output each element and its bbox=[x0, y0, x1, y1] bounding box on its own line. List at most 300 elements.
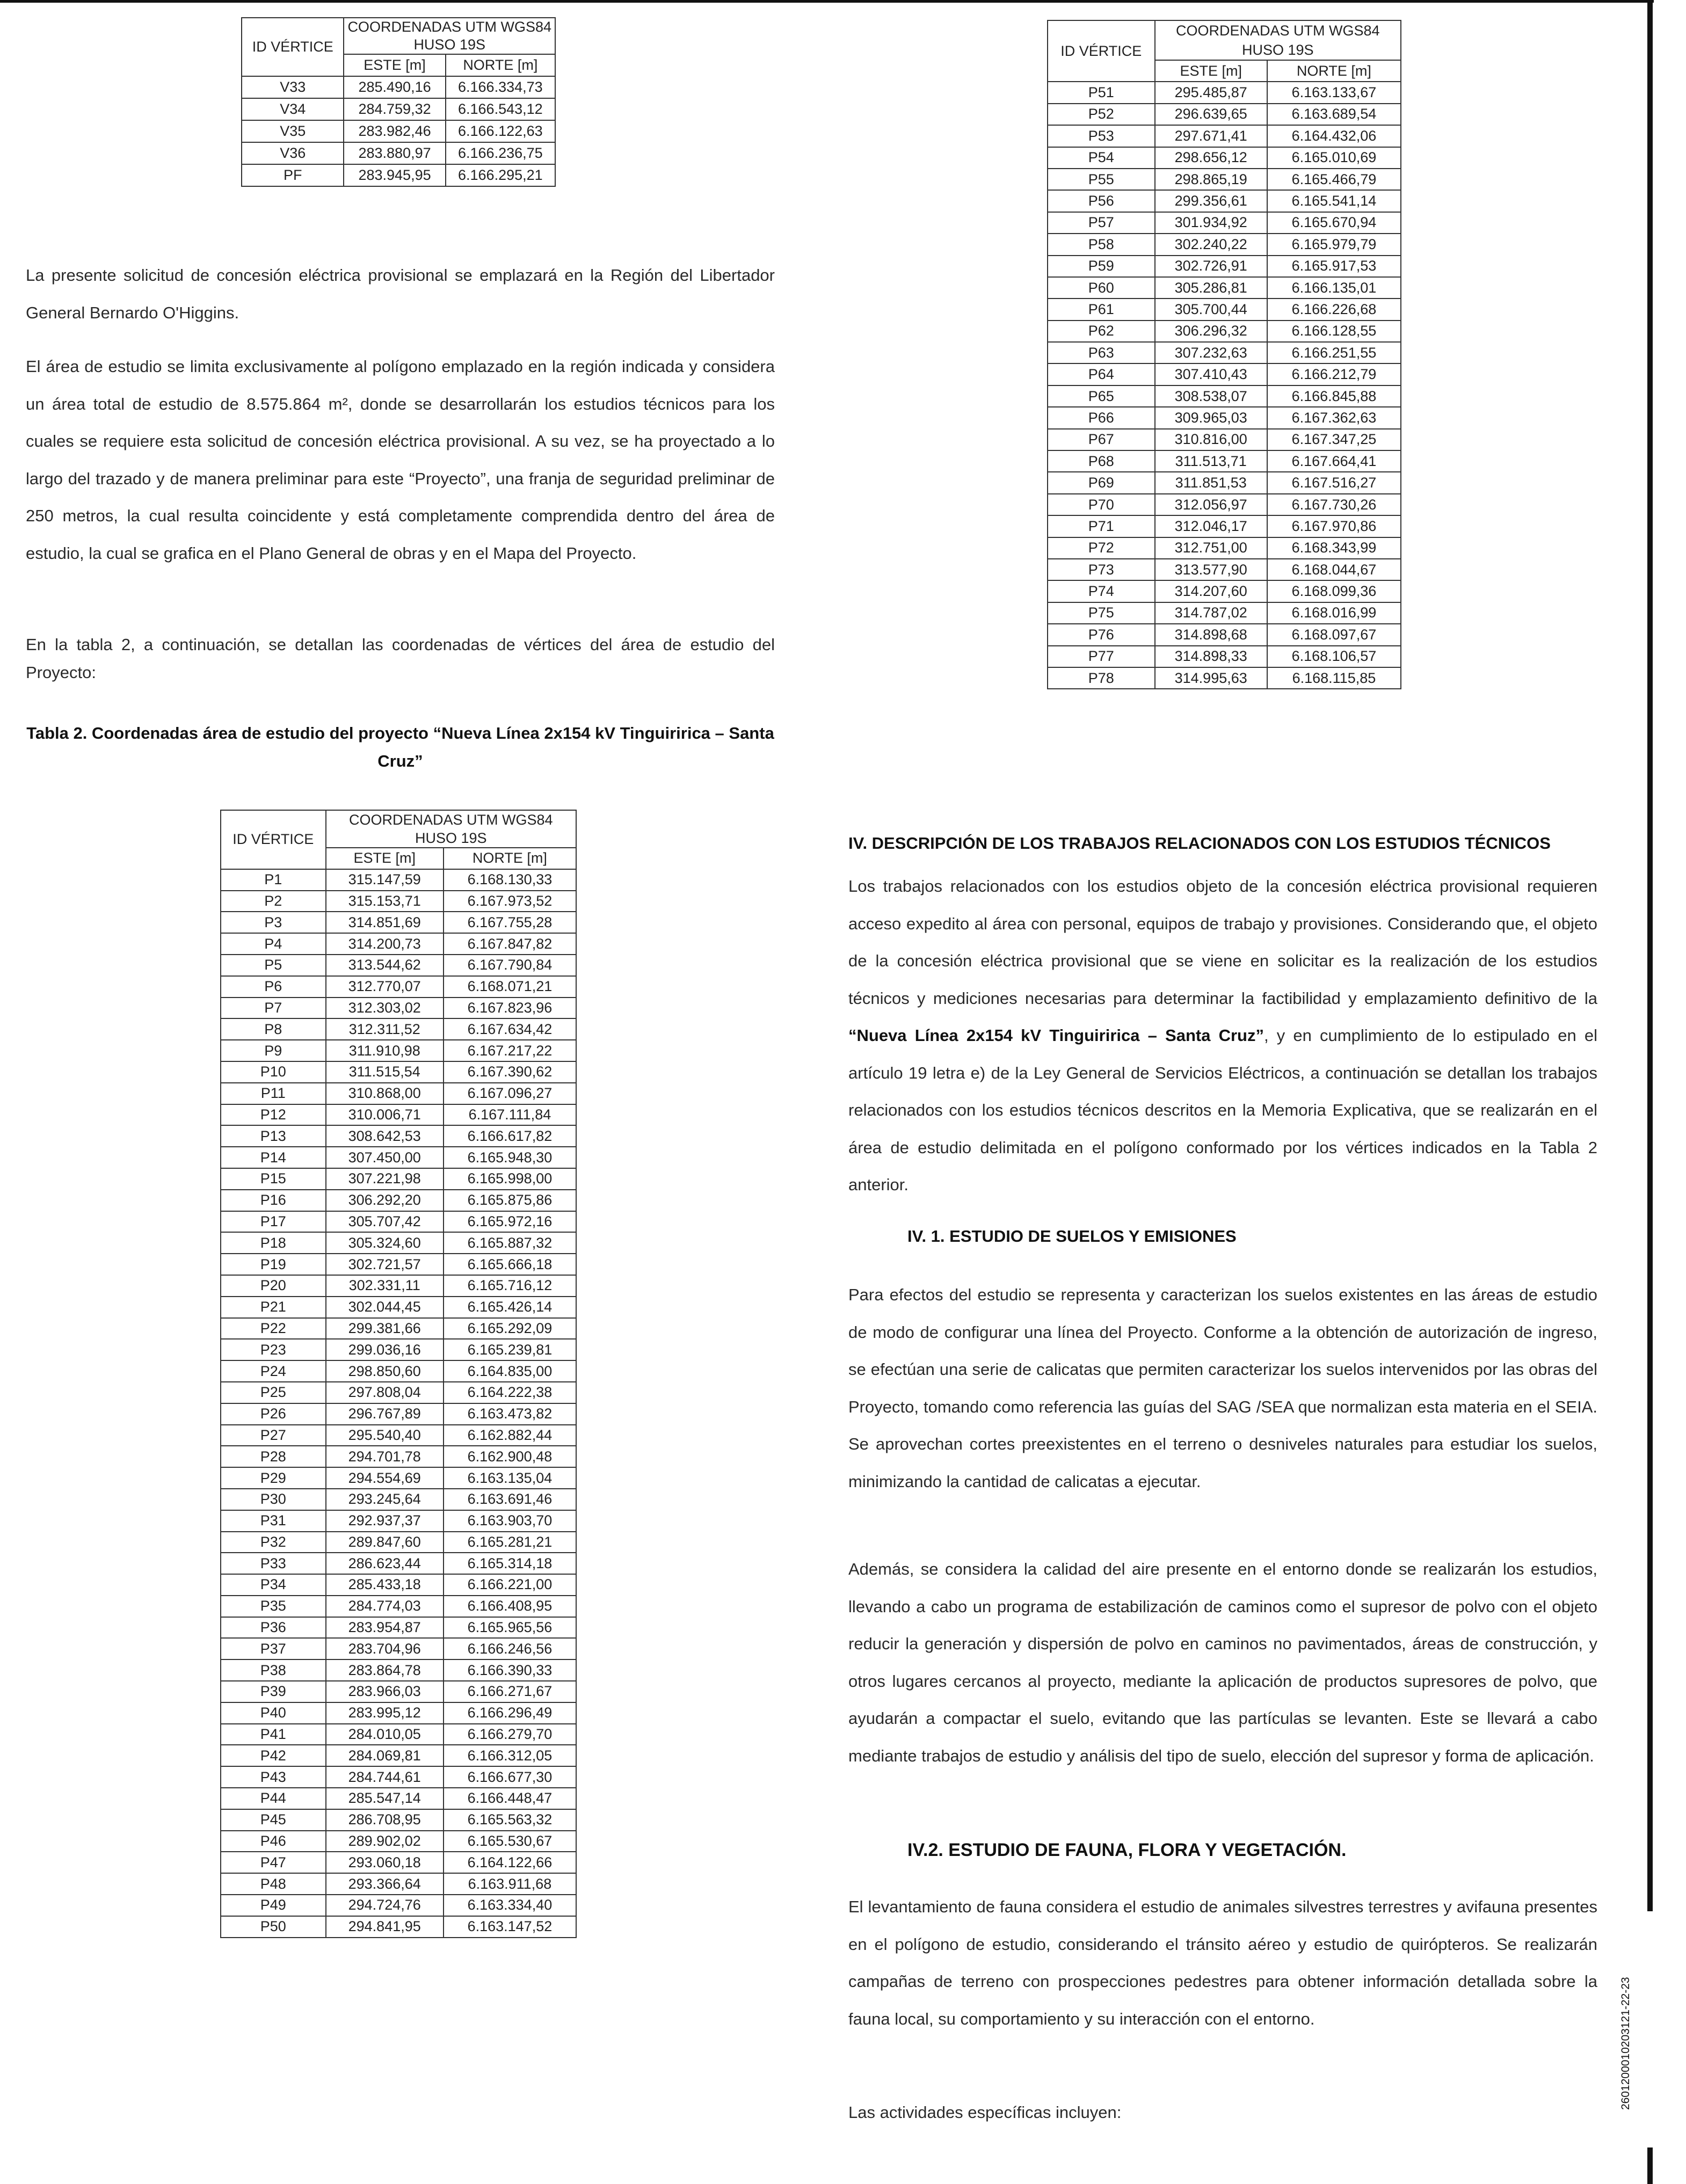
cell-este: 299.381,66 bbox=[326, 1318, 444, 1339]
cell-id: P63 bbox=[1048, 342, 1155, 363]
table-row bbox=[221, 869, 576, 891]
cell-norte: 6.162.882,44 bbox=[444, 1425, 576, 1446]
cell-norte: 6.166.251,55 bbox=[1267, 342, 1401, 363]
cell-norte: 6.164.835,00 bbox=[444, 1360, 576, 1382]
cell-norte: 6.165.541,14 bbox=[1267, 190, 1401, 212]
table-row bbox=[1048, 450, 1401, 472]
cell-norte: 6.166.295,21 bbox=[446, 164, 555, 186]
cell-norte: 6.168.343,99 bbox=[1267, 537, 1401, 559]
table-row bbox=[242, 120, 555, 142]
cell-norte: 6.168.016,99 bbox=[1267, 602, 1401, 624]
cell-este: 314.200,73 bbox=[326, 933, 444, 955]
header-norte: NORTE [m] bbox=[1267, 60, 1401, 82]
cell-id: P65 bbox=[1048, 385, 1155, 407]
table-row bbox=[1048, 277, 1401, 299]
cell-norte: 6.166.135,01 bbox=[1267, 277, 1401, 299]
cell-norte: 6.165.972,16 bbox=[444, 1211, 576, 1233]
table-row bbox=[221, 1232, 576, 1254]
cell-norte: 6.165.563,32 bbox=[444, 1809, 576, 1831]
cell-este: 285.433,18 bbox=[326, 1574, 444, 1596]
cell-id: P26 bbox=[221, 1403, 326, 1425]
cell-id: P16 bbox=[221, 1190, 326, 1211]
table-row bbox=[221, 955, 576, 976]
table-row bbox=[221, 1873, 576, 1895]
cell-id: P29 bbox=[221, 1467, 326, 1489]
table-row bbox=[1048, 515, 1401, 537]
cell-id: P46 bbox=[221, 1831, 326, 1852]
cell-id: P56 bbox=[1048, 190, 1155, 212]
cell-id: P24 bbox=[221, 1360, 326, 1382]
header-id: ID VÉRTICE bbox=[242, 18, 344, 76]
cell-norte: 6.165.530,67 bbox=[444, 1831, 576, 1852]
cell-id: P54 bbox=[1048, 147, 1155, 169]
cell-id: P77 bbox=[1048, 646, 1155, 667]
table-row bbox=[221, 1617, 576, 1639]
cell-este: 283.880,97 bbox=[344, 142, 445, 164]
cell-norte: 6.166.226,68 bbox=[1267, 299, 1401, 320]
cell-este: 294.724,76 bbox=[326, 1895, 444, 1916]
cell-este: 307.450,00 bbox=[326, 1147, 444, 1168]
table-row bbox=[1048, 169, 1401, 190]
cell-norte: 6.163.334,40 bbox=[444, 1895, 576, 1916]
project-name-bold: “Nueva Línea 2x154 kV Tinguiririca – Santa Cruz” bbox=[848, 1026, 1264, 1045]
section-heading-iv: IV. DESCRIPCIÓN DE LOS TRABAJOS RELACIONADOS CON LOS ESTUDIOS TÉCNICOS bbox=[848, 834, 1551, 853]
table-row bbox=[221, 1061, 576, 1083]
cell-id: P43 bbox=[221, 1766, 326, 1788]
cell-norte: 6.165.875,86 bbox=[444, 1190, 576, 1211]
cell-norte: 6.168.044,67 bbox=[1267, 559, 1401, 580]
section-heading-iv1: IV. 1. ESTUDIO DE SUELOS Y EMISIONES bbox=[907, 1227, 1237, 1246]
header-norte: NORTE [m] bbox=[446, 54, 555, 76]
cell-id: P37 bbox=[221, 1638, 326, 1659]
cell-norte: 6.166.543,12 bbox=[446, 98, 555, 120]
cell-norte: 6.166.122,63 bbox=[446, 120, 555, 142]
cell-este: 293.366,64 bbox=[326, 1873, 444, 1895]
cell-id: P23 bbox=[221, 1339, 326, 1360]
cell-norte: 6.168.071,21 bbox=[444, 976, 576, 998]
cell-este: 312.311,52 bbox=[326, 1018, 444, 1040]
cell-este: 314.898,68 bbox=[1155, 624, 1267, 645]
cell-este: 297.808,04 bbox=[326, 1382, 444, 1403]
cell-este: 312.770,07 bbox=[326, 976, 444, 998]
right-margin-rule bbox=[1647, 0, 1653, 1911]
cell-este: 284.759,32 bbox=[344, 98, 445, 120]
cell-este: 306.296,32 bbox=[1155, 321, 1267, 342]
table-row bbox=[1048, 342, 1401, 363]
cell-norte: 6.166.236,75 bbox=[446, 142, 555, 164]
cell-este: 313.577,90 bbox=[1155, 559, 1267, 580]
cell-norte: 6.165.466,79 bbox=[1267, 169, 1401, 190]
table-row bbox=[221, 1018, 576, 1040]
cell-norte: 6.166.448,47 bbox=[444, 1788, 576, 1809]
cell-norte: 6.168.130,33 bbox=[444, 869, 576, 891]
table-row bbox=[221, 1895, 576, 1916]
cell-este: 302.240,22 bbox=[1155, 234, 1267, 255]
table-row bbox=[221, 912, 576, 933]
cell-id: P66 bbox=[1048, 407, 1155, 428]
table-row bbox=[1048, 256, 1401, 277]
table-row bbox=[1048, 472, 1401, 493]
table-row bbox=[221, 1425, 576, 1446]
cell-id: P78 bbox=[1048, 667, 1155, 689]
header-group: COORDENADAS UTM WGS84 HUSO 19S bbox=[326, 810, 576, 848]
cell-id: P68 bbox=[1048, 450, 1155, 472]
cell-este: 313.544,62 bbox=[326, 955, 444, 976]
cell-este: 294.554,69 bbox=[326, 1467, 444, 1489]
cell-id: P73 bbox=[1048, 559, 1155, 580]
table-row bbox=[221, 1596, 576, 1617]
table-row bbox=[221, 1553, 576, 1574]
cell-id: P41 bbox=[221, 1724, 326, 1745]
cell-este: 296.767,89 bbox=[326, 1403, 444, 1425]
side-code-box bbox=[1616, 1954, 1638, 2115]
table-row bbox=[1048, 125, 1401, 147]
table-row bbox=[221, 1510, 576, 1532]
cell-id: P59 bbox=[1048, 256, 1155, 277]
cell-este: 314.898,33 bbox=[1155, 646, 1267, 667]
cell-id: P49 bbox=[221, 1895, 326, 1916]
cell-norte: 6.167.730,26 bbox=[1267, 494, 1401, 515]
cell-id: P76 bbox=[1048, 624, 1155, 645]
cell-este: 311.851,53 bbox=[1155, 472, 1267, 493]
cell-este: 294.841,95 bbox=[326, 1916, 444, 1938]
header-id: ID VÉRTICE bbox=[221, 810, 326, 869]
table-row bbox=[1048, 602, 1401, 624]
cell-id: P1 bbox=[221, 869, 326, 891]
table-row bbox=[242, 98, 555, 120]
cell-id: P19 bbox=[221, 1254, 326, 1275]
cell-id: P38 bbox=[221, 1659, 326, 1681]
cell-id: V33 bbox=[242, 76, 344, 98]
table-row bbox=[221, 1702, 576, 1724]
cell-norte: 6.165.281,21 bbox=[444, 1532, 576, 1553]
cell-norte: 6.163.135,04 bbox=[444, 1467, 576, 1489]
cell-id: P10 bbox=[221, 1061, 326, 1083]
table-row bbox=[221, 1766, 576, 1788]
table-row bbox=[221, 1446, 576, 1467]
cell-norte: 6.168.099,36 bbox=[1267, 580, 1401, 602]
table-row bbox=[1048, 212, 1401, 234]
cell-id: P22 bbox=[221, 1318, 326, 1339]
cell-este: 307.221,98 bbox=[326, 1168, 444, 1190]
cell-norte: 6.164.222,38 bbox=[444, 1382, 576, 1403]
table-row bbox=[1048, 82, 1401, 103]
table-row bbox=[1048, 299, 1401, 320]
cell-este: 312.303,02 bbox=[326, 998, 444, 1019]
cell-norte: 6.167.973,52 bbox=[444, 891, 576, 912]
table-row bbox=[221, 1104, 576, 1126]
table-row bbox=[242, 142, 555, 164]
cell-id: P39 bbox=[221, 1681, 326, 1702]
cell-norte: 6.166.845,88 bbox=[1267, 385, 1401, 407]
cell-norte: 6.167.217,22 bbox=[444, 1040, 576, 1061]
cell-id: P45 bbox=[221, 1809, 326, 1831]
table-row bbox=[1048, 407, 1401, 428]
coordinates-table-right bbox=[1047, 20, 1401, 689]
cell-norte: 6.168.106,57 bbox=[1267, 646, 1401, 667]
cell-id: P13 bbox=[221, 1125, 326, 1147]
cell-norte: 6.163.691,46 bbox=[444, 1489, 576, 1510]
cell-id: P17 bbox=[221, 1211, 326, 1233]
table-row bbox=[221, 1745, 576, 1766]
cell-este: 283.945,95 bbox=[344, 164, 445, 186]
cell-norte: 6.166.312,05 bbox=[444, 1745, 576, 1766]
cell-id: P30 bbox=[221, 1489, 326, 1510]
cell-este: 285.490,16 bbox=[344, 76, 445, 98]
cell-este: 308.642,53 bbox=[326, 1125, 444, 1147]
cell-este: 311.910,98 bbox=[326, 1040, 444, 1061]
cell-este: 314.995,63 bbox=[1155, 667, 1267, 689]
cell-este: 284.774,03 bbox=[326, 1596, 444, 1617]
table-row bbox=[1048, 537, 1401, 559]
section-heading-iv2: IV.2. ESTUDIO DE FAUNA, FLORA Y VEGETACIÓN. bbox=[907, 1840, 1347, 1860]
cell-este: 299.356,61 bbox=[1155, 190, 1267, 212]
cell-este: 283.704,96 bbox=[326, 1638, 444, 1659]
cell-id: P36 bbox=[221, 1617, 326, 1639]
coordinates-table-left bbox=[220, 810, 577, 1938]
cell-este: 314.207,60 bbox=[1155, 580, 1267, 602]
cell-norte: 6.165.292,09 bbox=[444, 1318, 576, 1339]
cell-norte: 6.166.334,73 bbox=[446, 76, 555, 98]
cell-norte: 6.166.390,33 bbox=[444, 1659, 576, 1681]
table-row bbox=[221, 1788, 576, 1809]
table-row bbox=[1048, 385, 1401, 407]
cell-este: 310.816,00 bbox=[1155, 429, 1267, 450]
cell-id: P67 bbox=[1048, 429, 1155, 450]
cell-id: P51 bbox=[1048, 82, 1155, 103]
cell-norte: 6.167.790,84 bbox=[444, 955, 576, 976]
paragraph-air-quality: Además, se considera la calidad del aire presente en el entorno donde se realizarán los estudios, llevando a cabo un programa de estabilización de caminos como el supresor de polvo con el objeto reducir la generación y dispersión de polvo en caminos no pavimentados, áreas de construcción, y otros lugares cercanos al proyecto, mediante la aplicación de productos supresores de polvo, que ayudarán a compactar el suelo, evitando que las partículas se levanten. Este se llevará a cabo mediante trabajos de estudio y análisis del tipo de suelo, elección del supresor y forma de aplicación. bbox=[848, 1560, 1597, 1765]
table-row bbox=[1048, 363, 1401, 385]
table-row bbox=[221, 1382, 576, 1403]
cell-norte: 6.167.664,41 bbox=[1267, 450, 1401, 472]
cell-id: P64 bbox=[1048, 363, 1155, 385]
cell-norte: 6.165.998,00 bbox=[444, 1168, 576, 1190]
cell-id: P6 bbox=[221, 976, 326, 998]
cell-este: 298.656,12 bbox=[1155, 147, 1267, 169]
cell-id: PF bbox=[242, 164, 344, 186]
header-group: COORDENADAS UTM WGS84 HUSO 19S bbox=[344, 18, 555, 54]
cell-id: P55 bbox=[1048, 169, 1155, 190]
side-document-code: 2601200010203121-22-23 bbox=[1619, 1977, 1632, 2110]
header-group: COORDENADAS UTM WGS84 HUSO 19S bbox=[1155, 20, 1401, 60]
cell-id: P21 bbox=[221, 1297, 326, 1318]
cell-norte: 6.163.911,68 bbox=[444, 1873, 576, 1895]
cell-este: 310.006,71 bbox=[326, 1104, 444, 1126]
table-row bbox=[1048, 580, 1401, 602]
cell-este: 307.232,63 bbox=[1155, 342, 1267, 363]
table-row bbox=[221, 1339, 576, 1360]
cell-norte: 6.166.296,49 bbox=[444, 1702, 576, 1724]
cell-este: 315.153,71 bbox=[326, 891, 444, 912]
cell-norte: 6.165.948,30 bbox=[444, 1147, 576, 1168]
cell-este: 305.700,44 bbox=[1155, 299, 1267, 320]
table-row bbox=[221, 1254, 576, 1275]
cell-este: 296.639,65 bbox=[1155, 104, 1267, 125]
cell-norte: 6.167.362,63 bbox=[1267, 407, 1401, 428]
cell-este: 307.410,43 bbox=[1155, 363, 1267, 385]
cell-este: 297.671,41 bbox=[1155, 125, 1267, 147]
cell-norte: 6.166.279,70 bbox=[444, 1724, 576, 1745]
cell-norte: 6.166.246,56 bbox=[444, 1638, 576, 1659]
table-row bbox=[221, 1831, 576, 1852]
cell-id: P33 bbox=[221, 1553, 326, 1574]
right-margin-rule-bottom bbox=[1647, 2147, 1653, 2184]
cell-id: V34 bbox=[242, 98, 344, 120]
cell-id: P11 bbox=[221, 1083, 326, 1104]
cell-este: 298.850,60 bbox=[326, 1360, 444, 1382]
cell-este: 314.787,02 bbox=[1155, 602, 1267, 624]
cell-id: P70 bbox=[1048, 494, 1155, 515]
table-row bbox=[221, 891, 576, 912]
cell-este: 283.864,78 bbox=[326, 1659, 444, 1681]
cell-este: 301.934,92 bbox=[1155, 212, 1267, 234]
header-id: ID VÉRTICE bbox=[1048, 20, 1155, 82]
cell-este: 302.044,45 bbox=[326, 1297, 444, 1318]
cell-norte: 6.166.212,79 bbox=[1267, 363, 1401, 385]
paragraph-iv-part-b: , y en cumplimiento de lo estipulado en el artículo 19 letra e) de la Ley General de Servicios Eléctricos, a continuación se detallan los trabajos relacionados con los estudios técnicos descritos en la Memoria Explicativa, que se realizarán en el área de estudio delimitada en el polígono conformado por los vértices indicados en la Tabla 2 anterior. bbox=[848, 1026, 1597, 1194]
cell-este: 305.286,81 bbox=[1155, 277, 1267, 299]
cell-id: P3 bbox=[221, 912, 326, 933]
table-row bbox=[221, 1318, 576, 1339]
header-norte: NORTE [m] bbox=[444, 848, 576, 869]
table-row bbox=[1048, 494, 1401, 515]
cell-id: P74 bbox=[1048, 580, 1155, 602]
table-row bbox=[221, 1916, 576, 1938]
table-row bbox=[221, 1211, 576, 1233]
table-row bbox=[221, 1532, 576, 1553]
table-row bbox=[1048, 429, 1401, 450]
paragraph-iv-part-a: Los trabajos relacionados con los estudios objeto de la concesión eléctrica provisional requieren acceso expedito al área con personal, equipos de trabajo y provisiones. Considerando que, el objeto de la concesión eléctrica provisional que se viene en solicitar es la realización de los estudios técnicos y mediciones necesarias para determinar la factibilidad y emplazamiento definitivo de la bbox=[848, 877, 1597, 1008]
cell-id: P32 bbox=[221, 1532, 326, 1553]
paragraph-region: La presente solicitud de concesión eléctrica provisional se emplazará en la Región del Libertador General Bernardo O'Higgins. bbox=[26, 266, 775, 322]
table-row bbox=[221, 1574, 576, 1596]
cell-este: 283.966,03 bbox=[326, 1681, 444, 1702]
cell-id: P12 bbox=[221, 1104, 326, 1126]
cell-norte: 6.164.432,06 bbox=[1267, 125, 1401, 147]
cell-id: P14 bbox=[221, 1147, 326, 1168]
cell-norte: 6.165.979,79 bbox=[1267, 234, 1401, 255]
header-este: ESTE [m] bbox=[344, 54, 445, 76]
table-row bbox=[1048, 559, 1401, 580]
cell-id: P31 bbox=[221, 1510, 326, 1532]
cell-id: V35 bbox=[242, 120, 344, 142]
cell-este: 298.865,19 bbox=[1155, 169, 1267, 190]
header-este: ESTE [m] bbox=[1155, 60, 1267, 82]
cell-norte: 6.165.666,18 bbox=[444, 1254, 576, 1275]
cell-este: 311.513,71 bbox=[1155, 450, 1267, 472]
cell-id: P9 bbox=[221, 1040, 326, 1061]
table-row bbox=[221, 1275, 576, 1297]
cell-este: 302.726,91 bbox=[1155, 256, 1267, 277]
table-row bbox=[1048, 104, 1401, 125]
table-row bbox=[221, 933, 576, 955]
cell-este: 312.046,17 bbox=[1155, 515, 1267, 537]
cell-este: 285.547,14 bbox=[326, 1788, 444, 1809]
paragraph-fauna: El levantamiento de fauna considera el estudio de animales silvestres terrestres y avifauna presentes en el polígono de estudio, considerando el tránsito aéreo y estudio de quirópteros. Se realizarán campañas de terreno con prospecciones pedestres para obtener información detallada sobre la fauna local, su comportamiento y su interacción con el entorno. bbox=[848, 1897, 1597, 2028]
cell-id: P60 bbox=[1048, 277, 1155, 299]
cell-id: P42 bbox=[221, 1745, 326, 1766]
cell-id: P35 bbox=[221, 1596, 326, 1617]
cell-id: P25 bbox=[221, 1382, 326, 1403]
cell-id: P72 bbox=[1048, 537, 1155, 559]
cell-id: P71 bbox=[1048, 515, 1155, 537]
table-row bbox=[242, 76, 555, 98]
table-row bbox=[221, 1467, 576, 1489]
cell-id: P48 bbox=[221, 1873, 326, 1895]
cell-este: 283.954,87 bbox=[326, 1617, 444, 1639]
cell-id: P34 bbox=[221, 1574, 326, 1596]
table-row bbox=[221, 1083, 576, 1104]
cell-norte: 6.168.097,67 bbox=[1267, 624, 1401, 645]
cell-este: 302.721,57 bbox=[326, 1254, 444, 1275]
cell-norte: 6.167.516,27 bbox=[1267, 472, 1401, 493]
cell-norte: 6.166.617,82 bbox=[444, 1125, 576, 1147]
cell-norte: 6.163.147,52 bbox=[444, 1916, 576, 1938]
table-row bbox=[221, 1638, 576, 1659]
cell-este: 283.995,12 bbox=[326, 1702, 444, 1724]
cell-este: 315.147,59 bbox=[326, 869, 444, 891]
cell-norte: 6.167.847,82 bbox=[444, 933, 576, 955]
cell-norte: 6.166.408,95 bbox=[444, 1596, 576, 1617]
cell-id: P62 bbox=[1048, 321, 1155, 342]
cell-norte: 6.167.096,27 bbox=[444, 1083, 576, 1104]
table-row bbox=[221, 1403, 576, 1425]
cell-id: P52 bbox=[1048, 104, 1155, 125]
cell-id: V36 bbox=[242, 142, 344, 164]
table-caption: Tabla 2. Coordenadas área de estudio del proyecto “Nueva Línea 2x154 kV Tinguiririca – Santa Cruz” bbox=[26, 724, 774, 770]
cell-norte: 6.163.903,70 bbox=[444, 1510, 576, 1532]
cell-norte: 6.166.128,55 bbox=[1267, 321, 1401, 342]
table-row bbox=[221, 1297, 576, 1318]
cell-norte: 6.166.677,30 bbox=[444, 1766, 576, 1788]
cell-este: 295.485,87 bbox=[1155, 82, 1267, 103]
cell-este: 302.331,11 bbox=[326, 1275, 444, 1297]
cell-id: P57 bbox=[1048, 212, 1155, 234]
cell-norte: 6.167.823,96 bbox=[444, 998, 576, 1019]
paragraph-study-area: El área de estudio se limita exclusivamente al polígono emplazado en la región indicada y considera un área total de estudio de 8.575.864 m², donde se desarrollarán los estudios técnicos para los cuales se requiere esta solicitud de concesión eléctrica provisional. A su vez, se ha proyectado a lo largo del trazado y de manera preliminar para este “Proyecto”, una franja de seguridad preliminar de 250 metros, la cual resulta coincidente y está completamente comprendida dentro del área de estudio, la cual se grafica en el Plano General de obras y en el Mapa del Proyecto. bbox=[26, 357, 775, 563]
cell-id: P58 bbox=[1048, 234, 1155, 255]
cell-este: 286.708,95 bbox=[326, 1809, 444, 1831]
cell-norte: 6.163.133,67 bbox=[1267, 82, 1401, 103]
cell-norte: 6.165.239,81 bbox=[444, 1339, 576, 1360]
cell-este: 283.982,46 bbox=[344, 120, 445, 142]
table-row bbox=[221, 998, 576, 1019]
cell-norte: 6.165.010,69 bbox=[1267, 147, 1401, 169]
cell-este: 314.851,69 bbox=[326, 912, 444, 933]
table-row bbox=[221, 1360, 576, 1382]
cell-este: 293.245,64 bbox=[326, 1489, 444, 1510]
cell-id: P2 bbox=[221, 891, 326, 912]
cell-norte: 6.167.970,86 bbox=[1267, 515, 1401, 537]
cell-id: P69 bbox=[1048, 472, 1155, 493]
cell-id: P50 bbox=[221, 1916, 326, 1938]
cell-id: P40 bbox=[221, 1702, 326, 1724]
cell-norte: 6.165.887,32 bbox=[444, 1232, 576, 1254]
table-row bbox=[221, 1040, 576, 1061]
cell-norte: 6.165.670,94 bbox=[1267, 212, 1401, 234]
cell-norte: 6.165.917,53 bbox=[1267, 256, 1401, 277]
cell-este: 294.701,78 bbox=[326, 1446, 444, 1467]
table-row bbox=[221, 1681, 576, 1702]
cell-norte: 6.167.390,62 bbox=[444, 1061, 576, 1083]
cell-id: P53 bbox=[1048, 125, 1155, 147]
cell-este: 284.069,81 bbox=[326, 1745, 444, 1766]
table-row bbox=[1048, 667, 1401, 689]
cell-id: P15 bbox=[221, 1168, 326, 1190]
paragraph-soils: Para efectos del estudio se representa y caracterizan los suelos existentes en las áreas de estudio de modo de configurar una línea del Proyecto. Conforme a la obtención de autorización de ingreso, se efectúan una serie de calicatas que permiten caracterizar los suelos intervenidos por las obras del Proyecto, tomando como referencia las guías del SAG /SEA que normalizan esta materia en el SEIA. Se aprovechan cortes preexistentes en el terreno o desniveles naturales para estudiar los suelos, minimizando la cantidad de calicatas a ejecutar. bbox=[848, 1285, 1597, 1491]
cell-este: 312.056,97 bbox=[1155, 494, 1267, 515]
